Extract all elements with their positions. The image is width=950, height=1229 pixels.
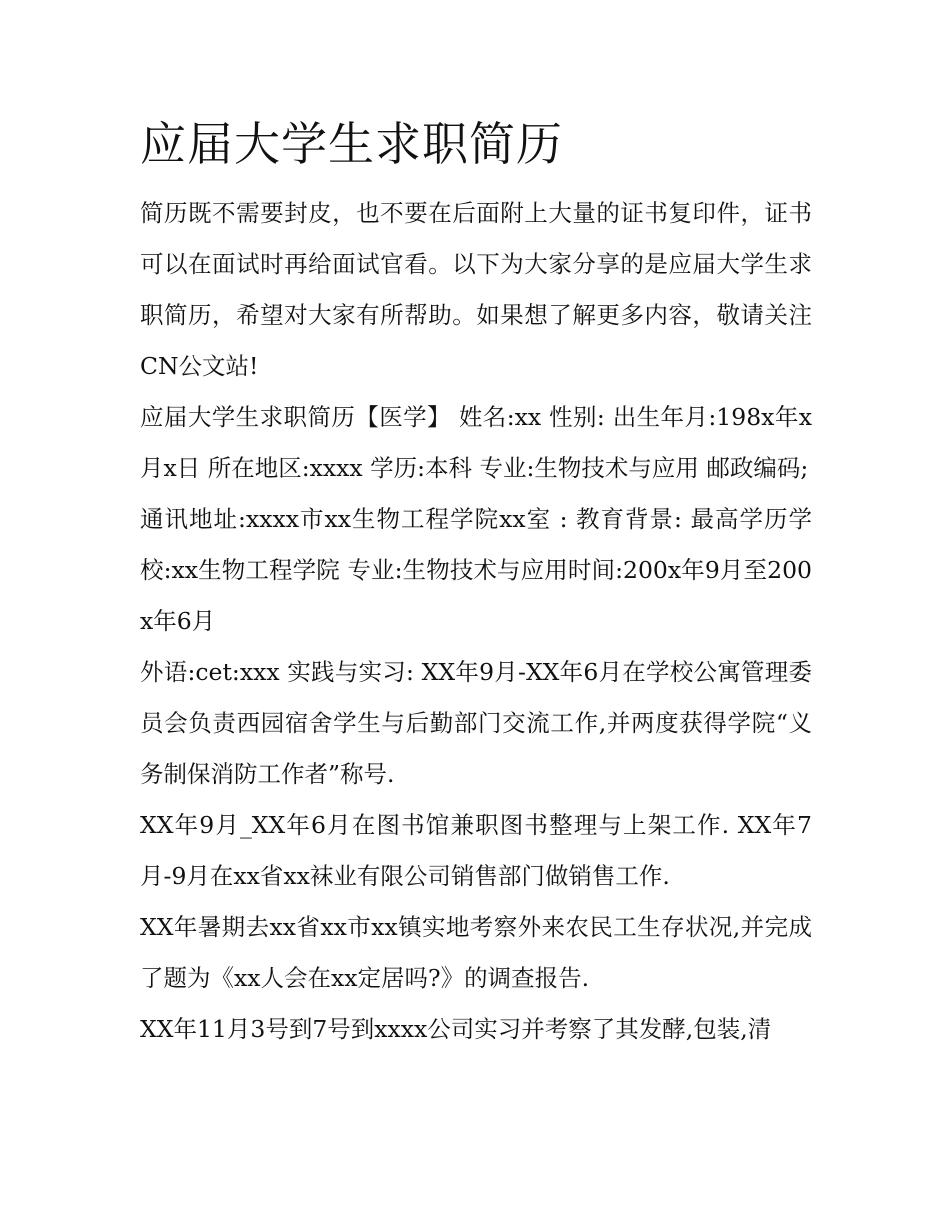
paragraph-practice: 外语:cet:xxx 实践与实习: XX年9月-XX年6月在学校公寓管理委员会负责西园宿舍学生与后勤部门交流工作,并两度获得学院“义务制保消防工作者”称号. <box>140 658 812 788</box>
paragraph-education: 通讯地址:xxxx市xx生物工程学院xx室 : 教育背景: 最高学历学校:xx生物工程学院 专业:生物技术与应用时间:200x年9月至200x年6月 <box>140 505 812 635</box>
paragraph-intro: 简历既不需要封皮，也不要在后面附上大量的证书复印件，证书可以在面试时再给面试官看。以下为大家分享的是应届大学生求职简历，希望对大家有所帮助。如果想了解更多内容，敬请关注CN公文站! <box>140 199 812 380</box>
paragraph-internship: XX年11月3号到7号到xxxx公司实习并考察了其发酵,包装,清 <box>140 1015 772 1043</box>
paragraph-personal-info: 应届大学生求职简历【医学】 姓名:xx 性别: 出生年月:198x年x月x日 所在地区:xxxx 学历:本科 专业:生物技术与应用 邮政编码; <box>140 403 812 482</box>
paragraph-library-work: XX年9月_XX年6月在图书馆兼职图书整理与上架工作. XX年7月-9月在xx省xx袜业有限公司销售部门做销售工作. <box>140 811 812 890</box>
paragraph-survey: XX年暑期去xx省xx市xx镇实地考察外来农民工生存状况,并完成了题为《xx人会在xx定居吗?》的调查报告. <box>140 913 812 992</box>
document-title: 应届大学生求职简历 <box>140 117 563 171</box>
document-page <box>140 112 812 1055</box>
